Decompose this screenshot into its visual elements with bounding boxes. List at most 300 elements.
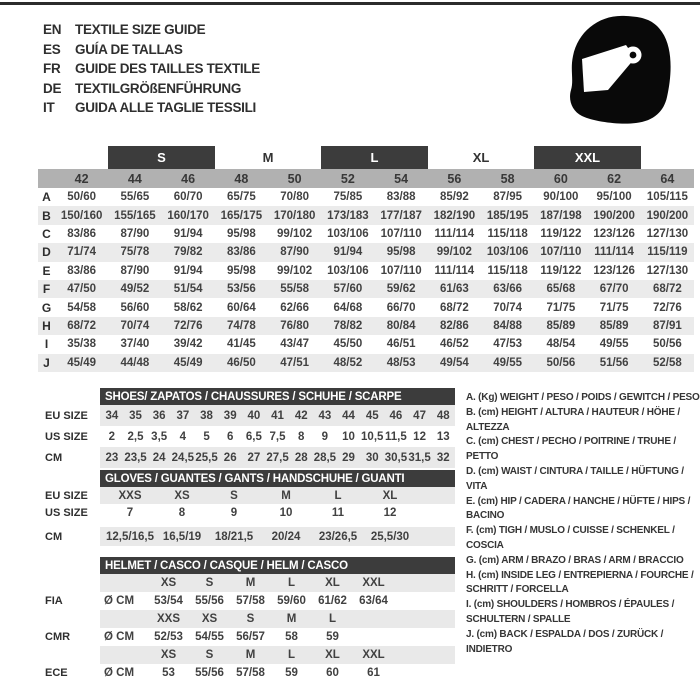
language-row-fr xyxy=(43,59,260,79)
helmet-cmr-sizes-row xyxy=(100,610,455,628)
language-code: EN xyxy=(43,22,62,38)
shoes-cm-cell: 32 xyxy=(436,451,450,464)
shoes-us-cell: 13 xyxy=(436,430,450,443)
size-value-cell: 95/98 xyxy=(226,227,256,240)
gloves-section-header: GLOVES / GUANTES / GANTS / HANDSCHUHE / GUANTI xyxy=(100,470,455,487)
shoes-us-cell: 5 xyxy=(203,430,210,443)
shoes-us-cell: 2 xyxy=(108,430,116,443)
shoes-us-cell: 6 xyxy=(226,430,234,443)
language-code: IT xyxy=(43,100,55,116)
shoes-us-cell: 4 xyxy=(179,430,187,443)
gloves-us-size-label: US SIZE xyxy=(45,506,88,519)
size-value-cell: 123/126 xyxy=(593,264,635,277)
shoes-cm-cell: 24,5 xyxy=(171,451,195,464)
helmet-value-cell: 55/56 xyxy=(195,667,224,679)
size-value-cell: 115/119 xyxy=(647,246,688,259)
shoes-us-cell: 7,5 xyxy=(269,430,286,443)
size-value-cell: 111/114 xyxy=(434,227,475,240)
helmet-size-cell: XXS xyxy=(156,613,180,625)
group-spacer xyxy=(641,146,694,169)
helmet-size-cell: XXL xyxy=(362,649,385,661)
size-value-cell: 59/62 xyxy=(386,283,416,296)
shoes-us-size-label: US SIZE xyxy=(45,430,88,443)
legend-item: H. (cm) INSIDE LEG / ENTREPIERNA / FOURCHE / SCHRITT / FORCELLA xyxy=(466,569,694,596)
helmet-size-cell: L xyxy=(287,577,296,589)
size-value-cell: 87/91 xyxy=(652,319,682,332)
size-value-cell: 83/86 xyxy=(226,246,256,259)
size-value-cell: 64/68 xyxy=(333,301,363,314)
size-table-row-C xyxy=(38,225,694,243)
size-value-cell: 165/175 xyxy=(220,209,263,222)
size-value-cell: 46/50 xyxy=(226,356,256,369)
size-value-cell: 71/74 xyxy=(67,246,97,259)
size-header-cell: 46 xyxy=(181,171,196,186)
size-value-cell: 155/165 xyxy=(114,209,156,222)
shoes-cm-cell: 24 xyxy=(152,451,166,464)
row-letter: I xyxy=(44,337,49,352)
language-code: DE xyxy=(43,80,62,96)
shoes-eu-cell: 42 xyxy=(294,409,308,422)
gloves-eu-cell: XXS xyxy=(118,489,142,502)
helmet-size-cell: XL xyxy=(325,649,340,661)
helmet-size-cell: XXL xyxy=(362,577,385,589)
gloves-us-cell: 12 xyxy=(383,506,397,519)
size-value-cell: 48/54 xyxy=(546,338,576,351)
gloves-cm-cell: 18/21,5 xyxy=(214,530,254,543)
size-value-cell: 70/74 xyxy=(493,301,523,314)
gloves-eu-cell: XL xyxy=(382,489,398,502)
language-title: TEXTILE SIZE GUIDE xyxy=(75,22,206,38)
shoes-cm-cell: 27,5 xyxy=(266,451,289,464)
shoes-cm-cell: 23 xyxy=(105,451,119,464)
size-table-row-D xyxy=(38,243,694,261)
helmet-fia-sizes-row xyxy=(100,574,455,592)
size-value-cell: 49/55 xyxy=(599,338,629,351)
size-value-cell: 62/66 xyxy=(280,301,310,314)
language-title: GUIDE DES TAILLES TEXTILE xyxy=(75,61,261,77)
size-value-cell: 107/110 xyxy=(380,227,422,240)
gloves-eu-row xyxy=(100,487,455,504)
helmet-value-cell: 55/56 xyxy=(195,595,224,607)
size-table-row-E xyxy=(38,262,694,280)
size-value-cell: 56/60 xyxy=(120,301,150,314)
size-value-cell: 43/47 xyxy=(280,338,310,351)
size-value-cell: 68/72 xyxy=(652,283,682,296)
size-group-xxl: XXL xyxy=(534,146,641,169)
size-value-cell: 103/106 xyxy=(327,264,369,277)
size-value-cell: 50/56 xyxy=(546,356,576,369)
size-value-cell: 55/58 xyxy=(280,283,310,296)
size-value-cell: 45/50 xyxy=(333,338,363,351)
size-value-cell: 51/56 xyxy=(599,356,629,369)
size-header-cell: 48 xyxy=(234,171,249,186)
size-value-cell: 119/122 xyxy=(540,264,582,277)
size-header-cell: 64 xyxy=(660,171,675,186)
size-table-row-G xyxy=(38,298,694,316)
gloves-eu-cell: L xyxy=(334,489,342,502)
size-value-cell: 50/60 xyxy=(67,191,97,204)
row-letter: G xyxy=(41,300,52,315)
legend-item: G. (cm) ARM / BRAZO / BRAS / ARM / BRACCIO xyxy=(466,554,684,566)
gloves-us-cell: 9 xyxy=(230,506,238,519)
size-value-cell: 67/70 xyxy=(599,283,629,296)
size-group-l: L xyxy=(321,146,428,169)
size-header-cell: 42 xyxy=(74,171,89,186)
size-value-cell: 84/88 xyxy=(493,319,523,332)
size-header-cell: 50 xyxy=(287,171,302,186)
size-table-row-H xyxy=(38,317,694,335)
size-value-cell: 45/49 xyxy=(173,356,203,369)
size-header-cell: 60 xyxy=(553,171,568,186)
size-value-cell: 187/198 xyxy=(540,209,582,222)
size-value-cell: 71/75 xyxy=(599,301,629,314)
diameter-unit-label: Ø CM xyxy=(104,631,135,643)
size-value-cell: 83/88 xyxy=(386,191,416,204)
size-value-cell: 49/55 xyxy=(493,356,523,369)
size-value-cell: 85/92 xyxy=(439,191,469,204)
size-value-cell: 57/60 xyxy=(333,283,363,296)
size-value-cell: 68/72 xyxy=(67,319,97,332)
size-value-cell: 48/52 xyxy=(333,356,363,369)
size-value-cell: 119/122 xyxy=(540,227,582,240)
size-value-cell: 60/64 xyxy=(226,301,256,314)
size-value-cell: 190/200 xyxy=(646,209,689,222)
size-table-row-A xyxy=(38,188,694,206)
shoes-us-cell: 10 xyxy=(342,430,355,443)
textile-size-table xyxy=(38,146,694,372)
size-table-row-B xyxy=(38,206,694,224)
size-value-cell: 47/50 xyxy=(67,283,97,296)
shoes-us-cell: 2,5 xyxy=(127,430,144,443)
language-code: FR xyxy=(43,61,61,77)
size-value-cell: 50/56 xyxy=(652,338,682,351)
shoes-cm-cell: 23,5 xyxy=(124,451,147,464)
legend-item: A. (Kg) WEIGHT / PESO / POIDS / GEWITCH / PESO xyxy=(466,392,700,403)
helmet-value-cell: 60 xyxy=(326,667,339,679)
size-table-body xyxy=(38,188,694,372)
helmet-size-cell: S xyxy=(205,577,214,589)
shoes-eu-cell: 44 xyxy=(342,409,355,422)
gloves-us-row xyxy=(100,504,455,521)
row-letter: J xyxy=(43,355,50,370)
size-table-row-I xyxy=(38,335,694,353)
helmet-size-cell: S xyxy=(246,613,255,625)
size-value-cell: 160/170 xyxy=(167,209,209,222)
shoes-cm-cell: 27 xyxy=(247,451,261,464)
size-group-xl: XL xyxy=(472,150,490,165)
size-value-cell: 115/118 xyxy=(487,227,528,240)
size-value-cell: 85/89 xyxy=(599,319,629,332)
size-value-cell: 46/52 xyxy=(439,338,469,351)
size-value-cell: 127/130 xyxy=(646,264,689,277)
helmet-size-cell: XS xyxy=(201,613,218,625)
row-letter: F xyxy=(42,282,51,297)
size-value-cell: 61/63 xyxy=(439,283,469,296)
helmet-standard-cmr-label: CMR xyxy=(45,631,71,643)
row-letter: H xyxy=(42,318,51,333)
size-value-cell: 173/183 xyxy=(327,209,369,222)
size-value-cell: 76/80 xyxy=(280,319,310,332)
size-header-cell: 58 xyxy=(500,171,515,186)
legend-item: I. (cm) SHOULDERS / HOMBROS / ÉPAULES / SCHULTERN / SPALLE xyxy=(466,599,675,625)
size-value-cell: 103/106 xyxy=(486,246,529,259)
size-value-cell: 72/76 xyxy=(652,301,682,314)
shoes-cm-row xyxy=(100,447,455,468)
language-title: TEXTILGRÖßENFÜHRUNG xyxy=(75,80,242,96)
shoes-cm-cell: 25,5 xyxy=(195,451,218,464)
language-row-it xyxy=(43,98,260,118)
size-value-cell: 68/72 xyxy=(439,301,469,314)
shoes-cm-cell: 30 xyxy=(365,451,379,464)
row-letter: D xyxy=(42,245,51,260)
size-value-cell: 185/195 xyxy=(486,209,529,222)
size-header-cell: 56 xyxy=(447,171,462,186)
size-table-row-J xyxy=(38,354,694,372)
shoes-eu-cell: 37 xyxy=(176,409,190,422)
size-value-cell: 85/89 xyxy=(546,319,576,332)
size-value-cell: 95/98 xyxy=(226,264,256,277)
size-value-cell: 99/102 xyxy=(277,264,313,277)
shoes-eu-cell: 40 xyxy=(247,409,261,422)
size-value-cell: 83/86 xyxy=(67,264,97,277)
size-value-cell: 95/98 xyxy=(386,246,416,259)
size-value-cell: 103/106 xyxy=(327,227,369,240)
helmet-value-cell: 57/58 xyxy=(236,595,265,607)
size-header-row xyxy=(38,169,694,188)
language-title-list xyxy=(43,20,260,118)
size-value-cell: 37/40 xyxy=(120,338,150,351)
shoes-section-header: SHOES/ ZAPATOS / CHAUSSURES / SCHUHE / SCARPE xyxy=(100,388,455,405)
helmet-size-cell: XL xyxy=(325,577,340,589)
helmet-size-cell: S xyxy=(205,649,214,661)
helmet-standard-ece-label: ECE xyxy=(45,667,68,679)
row-letter: B xyxy=(42,208,51,223)
size-group-row xyxy=(38,146,694,169)
size-value-cell: 170/180 xyxy=(273,209,316,222)
size-group-m: M xyxy=(262,150,274,165)
size-value-cell: 105/115 xyxy=(646,191,688,204)
diameter-unit-label: Ø CM xyxy=(104,667,135,679)
helmet-size-cell: M xyxy=(245,649,256,661)
gloves-cm-cell: 25,5/30 xyxy=(370,530,410,543)
size-value-cell: 115/118 xyxy=(487,264,528,277)
size-value-cell: 74/78 xyxy=(226,319,256,332)
legend-item: E. (cm) HIP / CADERA / HANCHE / HÜFTE / HIPS / BACINO xyxy=(466,495,691,522)
helmet-size-cell: XS xyxy=(160,649,177,661)
gloves-eu-cell: M xyxy=(281,489,291,502)
language-title: GUÍA DE TALLAS xyxy=(75,41,183,57)
size-value-cell: 177/187 xyxy=(380,209,422,222)
size-value-cell: 80/84 xyxy=(386,319,416,332)
size-value-cell: 63/66 xyxy=(493,283,523,296)
shoes-cm-cell: 26 xyxy=(223,451,237,464)
shoes-us-cell: 3,5 xyxy=(151,430,168,443)
helmet-value-cell: 53 xyxy=(162,667,175,679)
size-value-cell: 39/42 xyxy=(173,338,203,351)
size-value-cell: 87/95 xyxy=(493,191,523,204)
size-value-cell: 65/68 xyxy=(546,283,576,296)
helmet-size-table xyxy=(100,557,455,682)
racing-helmet-icon xyxy=(560,14,682,126)
helmet-fia-values-row xyxy=(100,592,455,610)
gloves-cm-label: CM xyxy=(45,530,63,543)
helmet-cmr-values-row xyxy=(100,628,455,646)
helmet-size-cell: L xyxy=(328,613,337,625)
shoes-us-row xyxy=(100,426,455,447)
gloves-us-cell: 11 xyxy=(331,506,345,519)
size-value-cell: 70/74 xyxy=(120,319,150,332)
language-title: GUIDA ALLE TAGLIE TESSILI xyxy=(75,100,256,116)
shoes-eu-cell: 34 xyxy=(105,409,119,422)
shoes-eu-cell: 41 xyxy=(271,409,284,422)
size-header-cell: 52 xyxy=(340,171,355,186)
shoes-eu-cell: 36 xyxy=(152,409,166,422)
shoes-size-table xyxy=(100,388,455,468)
size-value-cell: 99/102 xyxy=(277,227,313,240)
legend-item: D. (cm) WAIST / CINTURA / TAILLE / HÜFTUNG / VITA xyxy=(466,465,684,492)
gloves-cm-row xyxy=(100,527,455,546)
size-table-row-F xyxy=(38,280,694,298)
size-value-cell: 127/130 xyxy=(646,227,689,240)
size-value-cell: 99/102 xyxy=(436,246,472,259)
size-value-cell: 90/100 xyxy=(543,191,579,204)
shoes-cm-cell: 28 xyxy=(294,451,308,464)
gloves-eu-size-label: EU SIZE xyxy=(45,489,88,502)
group-spacer xyxy=(55,146,108,169)
size-value-cell: 91/94 xyxy=(333,246,363,259)
size-value-cell: 91/94 xyxy=(173,264,203,277)
size-value-cell: 182/190 xyxy=(433,209,476,222)
row-letter: A xyxy=(42,190,51,205)
helmet-value-cell: 53/54 xyxy=(154,595,183,607)
size-header-cell: 62 xyxy=(607,171,622,186)
size-value-cell: 78/82 xyxy=(333,319,363,332)
helmet-value-cell: 63/64 xyxy=(359,595,388,607)
shoes-us-cell: 11,5 xyxy=(385,430,407,443)
shoes-cm-cell: 29 xyxy=(342,451,355,464)
size-value-cell: 87/90 xyxy=(280,246,310,259)
helmet-section-header: HELMET / CASCO / CASQUE / HELM / CASCO xyxy=(100,557,455,574)
shoes-eu-cell: 47 xyxy=(413,409,426,422)
size-value-cell: 123/126 xyxy=(593,227,635,240)
legend-item: F. (cm) TIGH / MUSLO / CUISSE / SCHENKEL / COSCIA xyxy=(466,525,675,551)
legend-item: C. (cm) CHEST / PECHO / POITRINE / TRUHE / PETTO xyxy=(466,436,676,463)
size-value-cell: 111/114 xyxy=(594,246,634,259)
helmet-size-cell: M xyxy=(286,613,297,625)
shoes-eu-cell: 46 xyxy=(389,409,403,422)
size-value-cell: 83/86 xyxy=(67,227,97,240)
size-value-cell: 54/58 xyxy=(67,301,97,314)
size-value-cell: 107/110 xyxy=(540,246,582,259)
gloves-cm-cell: 12,5/16,5 xyxy=(106,530,154,543)
size-value-cell: 72/76 xyxy=(173,319,203,332)
helmet-ece-sizes-row xyxy=(100,646,455,664)
gloves-eu-cell: S xyxy=(230,489,238,502)
language-row-de xyxy=(43,79,260,99)
shoes-us-cell: 9 xyxy=(321,430,329,443)
size-value-cell: 71/75 xyxy=(546,301,576,314)
helmet-value-cell: 61 xyxy=(367,667,380,679)
shoes-eu-cell: 48 xyxy=(436,409,450,422)
size-value-cell: 70/80 xyxy=(280,191,310,204)
shoes-cm-cell: 31,5 xyxy=(408,451,431,464)
gloves-size-table xyxy=(100,470,455,546)
size-group-s: S xyxy=(108,146,215,169)
top-border-line xyxy=(0,2,700,5)
helmet-value-cell: 61/62 xyxy=(318,595,347,607)
size-value-cell: 47/51 xyxy=(280,356,310,369)
shoes-cm-label: CM xyxy=(45,451,63,464)
size-value-cell: 46/51 xyxy=(386,338,416,351)
size-header-cell: 44 xyxy=(127,171,142,186)
size-value-cell: 107/110 xyxy=(380,264,422,277)
legend-item: J. (cm) BACK / ESPALDA / DOS / ZURÜCK / INDIETRO xyxy=(466,628,664,655)
shoes-eu-cell: 38 xyxy=(200,409,213,422)
gloves-cm-cell: 23/26,5 xyxy=(318,530,358,543)
helmet-ece-values-row xyxy=(100,664,455,682)
helmet-size-cell: XS xyxy=(160,577,177,589)
size-value-cell: 75/78 xyxy=(120,246,150,259)
helmet-value-cell: 59 xyxy=(326,631,339,643)
helmet-size-cell: L xyxy=(287,649,296,661)
size-value-cell: 65/75 xyxy=(226,191,256,204)
legend-item: B. (cm) HEIGHT / ALTURA / HAUTEUR / HÖHE / ALTEZZA xyxy=(466,406,681,433)
language-row-es xyxy=(43,40,260,60)
helmet-value-cell: 57/58 xyxy=(236,667,265,679)
size-value-cell: 49/52 xyxy=(120,283,150,296)
row-letter: E xyxy=(42,263,51,278)
helmet-standard-fia-label: FIA xyxy=(45,595,63,607)
helmet-size-cell: M xyxy=(245,577,256,589)
size-value-cell: 190/200 xyxy=(593,209,635,222)
size-value-cell: 51/54 xyxy=(173,283,203,296)
helmet-value-cell: 58 xyxy=(285,631,298,643)
shoes-us-cell: 6,5 xyxy=(245,430,262,443)
measurement-legend xyxy=(466,391,700,657)
helmet-value-cell: 54/55 xyxy=(195,631,224,643)
gloves-us-cell: 8 xyxy=(178,506,186,519)
size-value-cell: 60/70 xyxy=(173,191,203,204)
shoes-eu-row xyxy=(100,405,455,426)
shoes-us-cell: 12 xyxy=(413,430,426,443)
gloves-cm-cell: 16,5/19 xyxy=(162,530,202,543)
size-value-cell: 82/86 xyxy=(439,319,469,332)
gloves-cm-cell: 20/24 xyxy=(271,530,301,543)
helmet-value-cell: 56/57 xyxy=(236,631,265,643)
size-value-cell: 49/54 xyxy=(439,356,469,369)
size-value-cell: 35/38 xyxy=(67,338,97,351)
shoes-us-cell: 10,5 xyxy=(361,430,384,443)
size-value-cell: 150/160 xyxy=(60,209,103,222)
shoes-us-cell: 8 xyxy=(298,430,305,443)
size-value-cell: 91/94 xyxy=(173,227,203,240)
shoes-eu-size-label: EU SIZE xyxy=(45,409,88,422)
size-value-cell: 75/85 xyxy=(333,191,363,204)
size-value-cell: 55/65 xyxy=(120,191,150,204)
size-value-cell: 47/53 xyxy=(493,338,523,351)
size-value-cell: 66/70 xyxy=(386,301,416,314)
size-value-cell: 95/100 xyxy=(596,191,632,204)
shoes-eu-cell: 43 xyxy=(318,409,332,422)
size-header-cell: 54 xyxy=(394,171,409,186)
size-value-cell: 52/58 xyxy=(652,356,682,369)
shoes-eu-cell: 35 xyxy=(129,409,142,422)
size-value-cell: 53/56 xyxy=(226,283,256,296)
shoes-eu-cell: 39 xyxy=(223,409,237,422)
language-code: ES xyxy=(43,41,61,57)
size-value-cell: 87/90 xyxy=(120,264,150,277)
size-value-cell: 48/53 xyxy=(386,356,416,369)
